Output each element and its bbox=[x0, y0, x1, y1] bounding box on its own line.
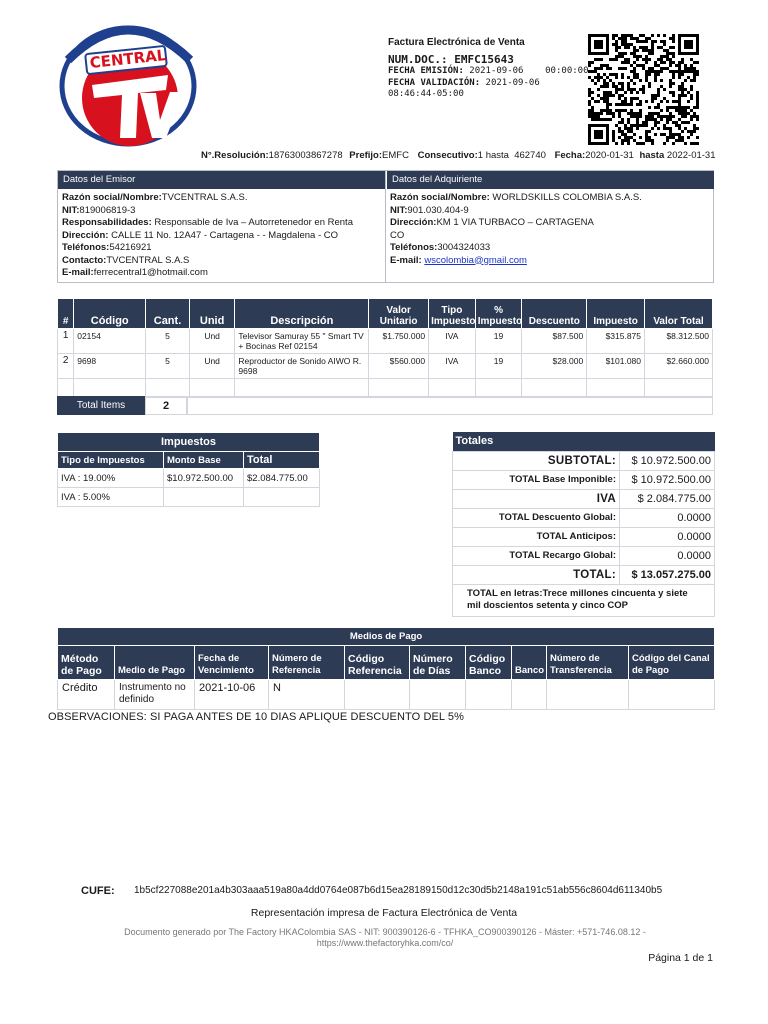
col-numero-dias: Número de Días bbox=[410, 646, 466, 680]
col-valor-unitario: Valor Unitario bbox=[369, 299, 429, 329]
col-tipo-impuestos: Tipo de Impuestos bbox=[58, 452, 164, 469]
emisor-heading: Datos del Emisor bbox=[58, 171, 385, 189]
recargo-row: TOTAL Recargo Global: 0.0000 bbox=[453, 546, 715, 565]
base-row: TOTAL Base Imponible: $ 10.972.500.00 bbox=[453, 470, 715, 489]
col-total: Total bbox=[244, 452, 320, 469]
representacion-text: Representación impresa de Factura Electrónica de Venta bbox=[250, 907, 518, 919]
qr-code bbox=[588, 34, 704, 146]
col-medio-pago: Medio de Pago bbox=[115, 646, 195, 680]
table-row-empty bbox=[58, 379, 713, 398]
items-table bbox=[57, 298, 713, 398]
table-row: IVA : 19.00% $10.972.500.00 $2.084.775.00 bbox=[58, 469, 320, 488]
adquiriente-email-link[interactable]: wscolombia@gmail.com bbox=[424, 254, 527, 266]
col-valor-total: Valor Total bbox=[645, 299, 713, 329]
impuestos-title: Impuestos bbox=[58, 433, 320, 452]
col-numero-referencia: Número de Referencia bbox=[269, 646, 345, 680]
table-row: IVA : 5.00% bbox=[58, 488, 320, 507]
numdoc-line: NUM.DOC.: EMFC15643 bbox=[388, 53, 514, 66]
descuento-row: TOTAL Descuento Global: 0.0000 bbox=[453, 508, 715, 527]
total-items-row bbox=[57, 396, 713, 415]
col-codigo: Código bbox=[74, 299, 146, 329]
col-metodo-pago: Método de Pago bbox=[58, 646, 115, 680]
table-row: 2 9698 5 Und Reproductor de Sonido AIWO R. 9698 $560.000 IVA 19 $28.000 $101.080 $2.660.000 bbox=[58, 354, 713, 379]
col-descripcion: Descripción bbox=[235, 299, 369, 329]
col-descuento: Descuento bbox=[522, 299, 587, 329]
emisor-details: Razón social/Nombre:TVCENTRAL S.A.S. NIT:819006819-3 Responsabilidades: Responsable de Iva – Autorretenedor en Renta Dirección: CALLE 11 No. 12A47 - Cartagena - - Magdalena - CO Teléfonos:54216921 Contacto:TVCENTRAL S.A.S E-mail:ferrecentral1@hotmail.com bbox=[62, 192, 353, 278]
cufe-value: 1b5cf227088e201a4b303aaa519a80a4dd0764e087b6d15ea28189150d12c30d5b2148a191c51ab556c8604d611340b5 bbox=[134, 885, 663, 896]
totales-title: Totales bbox=[453, 432, 715, 451]
col-codigo-canal: Código del Canal de Pago bbox=[629, 646, 715, 680]
emision-line: FECHA EMISIÓN: 2021-09-06 00:00:00 bbox=[388, 66, 589, 76]
col-codigo-referencia: Código Referencia bbox=[345, 646, 410, 680]
totales-table bbox=[452, 432, 715, 617]
document-title: Factura Electrónica de Venta bbox=[388, 37, 525, 48]
table-row: Crédito Instrumento no definido 2021-10-06 N bbox=[58, 680, 715, 710]
col-codigo-banco: Código Banco bbox=[466, 646, 512, 680]
total-items-label: Total Items bbox=[57, 396, 145, 415]
col-cant: Cant. bbox=[146, 299, 190, 329]
iva-row: IVA $ 2.084.775.00 bbox=[453, 489, 715, 508]
col-fecha-vencimiento: Fecha de Vencimiento bbox=[195, 646, 269, 680]
page-number: Página 1 de 1 bbox=[648, 952, 713, 964]
validacion-line: FECHA VALIDACIÓN: 2021-09-06 08:46:44-05:00 bbox=[388, 78, 540, 99]
total-items-value: 2 bbox=[145, 396, 187, 415]
letras-row: TOTAL en letras:Trece millones cincuenta y siete mil doscientos setenta y cinco COP bbox=[453, 584, 715, 616]
col-monto-base: Monto Base bbox=[164, 452, 244, 469]
generado-text: Documento generado por The Factory HKAColombia SAS - NIT: 900390126-6 - TFHKA_CO900390126 - Máster: +571-746.08.12 - https://www.thefactoryhka.com/co/ bbox=[124, 927, 646, 948]
table-row: 1 02154 5 Und Televisor Samuray 55 " Smart TV + Bocinas Ref 02154 $1.750.000 IVA 19 $87.500 $315.875 $8.312.500 bbox=[58, 329, 713, 354]
adquiriente-heading: Datos del Adquiriente bbox=[387, 171, 714, 189]
anticipos-row: TOTAL Anticipos: 0.0000 bbox=[453, 527, 715, 546]
items-header-row bbox=[58, 299, 713, 329]
col-pct-impuesto: % Impuesto bbox=[475, 299, 522, 329]
observaciones: OBSERVACIONES: SI PAGA ANTES DE 10 DIAS APLIQUE DESCUENTO DEL 5% bbox=[48, 711, 464, 723]
col-numero-transferencia: Número de Transferencia bbox=[547, 646, 629, 680]
logo-text: CENTRAL bbox=[88, 46, 168, 72]
col-num: # bbox=[58, 299, 74, 329]
resolution-line: N°.Resolución:18763003867278 Prefijo:EMFC Consecutivo:1 hasta 462740 Fecha:2020-01-31 hasta 2022-01-31 bbox=[201, 150, 716, 161]
col-unid: Unid bbox=[189, 299, 235, 329]
impuestos-table bbox=[57, 432, 320, 507]
total-row: TOTAL: $ 13.057.275.00 bbox=[453, 565, 715, 584]
parties-section bbox=[57, 170, 714, 283]
medios-pago-table bbox=[57, 627, 715, 710]
medios-pago-title: Medios de Pago bbox=[58, 628, 715, 646]
col-banco: Banco bbox=[512, 646, 547, 680]
col-impuesto: Impuesto bbox=[587, 299, 645, 329]
company-logo bbox=[58, 20, 198, 150]
cufe-label: CUFE: bbox=[81, 885, 115, 897]
subtotal-row: SUBTOTAL: $ 10.972.500.00 bbox=[453, 451, 715, 470]
adquiriente-details: Razón social/Nombre: WORLDSKILLS COLOMBIA S.A.S. NIT:901.030.404-9 Dirección:KM 1 VIA TURBACO – CARTAGENA CO Teléfonos:3004324033 E-mail: wscolombia@gmail.com bbox=[390, 192, 642, 266]
col-tipo-impuesto: Tipo Impuesto bbox=[429, 299, 476, 329]
